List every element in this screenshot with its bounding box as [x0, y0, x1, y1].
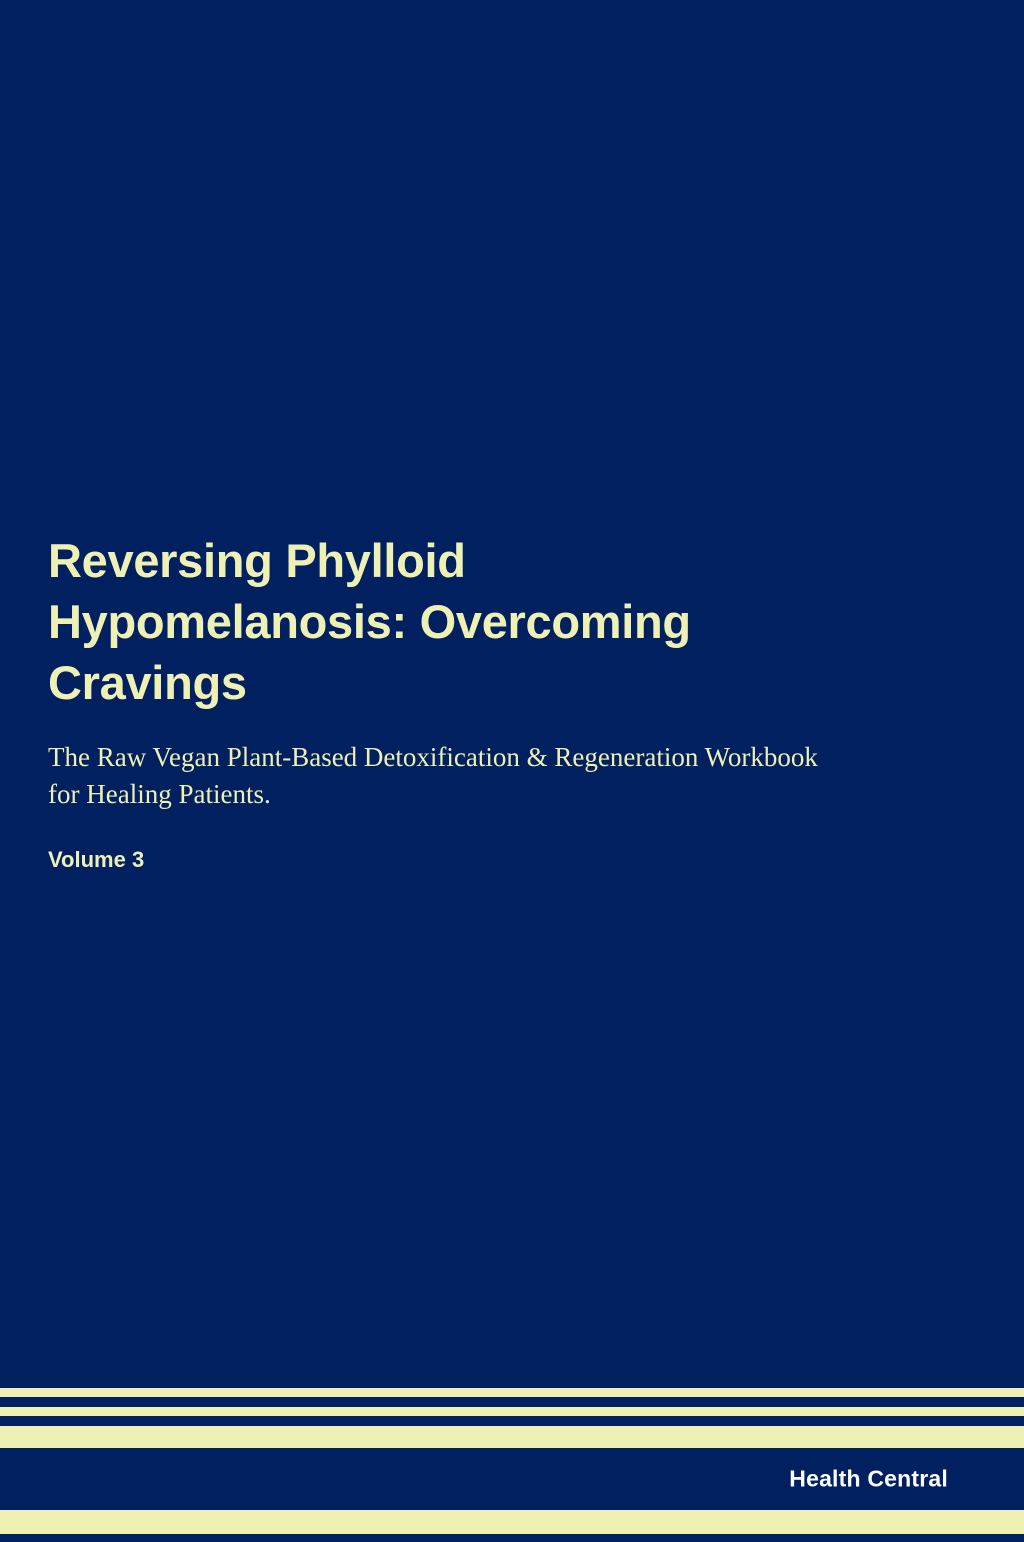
- stripe-navy-2: [0, 1416, 1024, 1426]
- cover-title-block: [48, 530, 848, 873]
- cover-subtitle: The Raw Vegan Plant-Based Detoxification & Regeneration Workbook for Healing Patients.: [48, 742, 818, 810]
- stripe-navy-3: [0, 1534, 1024, 1542]
- cover-footer-stripes: [0, 1388, 1024, 1542]
- page-title: Reversing Phylloid Hypomelanosis: Overcoming Cravings: [48, 534, 691, 710]
- stripe-cream-4: [0, 1510, 1024, 1534]
- stripe-cream-2: [0, 1407, 1024, 1416]
- publisher-bar: [0, 1448, 1024, 1510]
- publisher-name: Health Central: [789, 1465, 948, 1492]
- stripe-cream-1: [0, 1388, 1024, 1397]
- stripe-cream-3: [0, 1426, 1024, 1448]
- cover-volume-label: Volume 3: [48, 847, 145, 873]
- stripe-navy-1: [0, 1397, 1024, 1407]
